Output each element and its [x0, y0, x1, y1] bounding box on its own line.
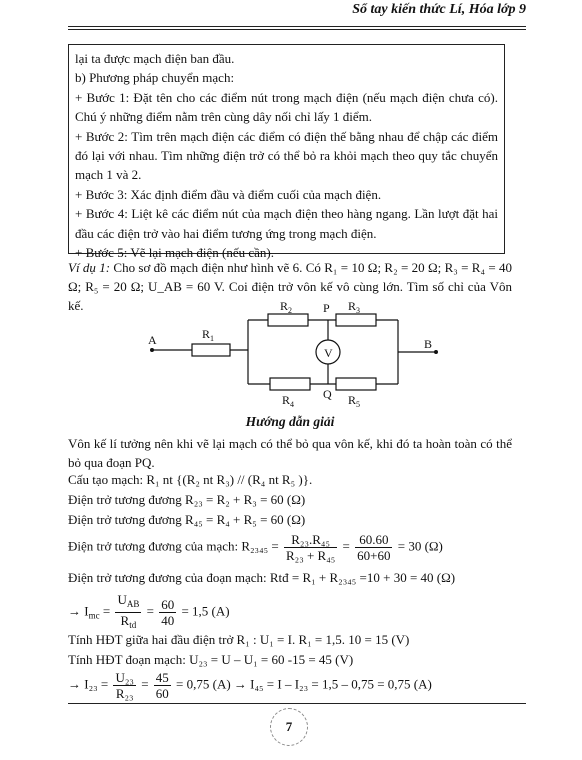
header-divider-2 — [68, 29, 526, 30]
node-b — [434, 350, 438, 354]
method-box — [68, 44, 505, 261]
box-line: b) Phương pháp chuyển mạch: — [75, 70, 235, 86]
label-a: A — [148, 333, 157, 347]
box-line: + Bước 2: Tìm trên mạch điện các điểm có điện thế bằng nhau để chập các điểm đó lại với nhau. Tìm những điện trở có thể bỏ ra khỏi mạch theo quy tắc chuyển mạch 1 và 2. — [75, 128, 498, 183]
label-r5: $R_5$ — [348, 393, 361, 408]
box-line: + Bước 1: Đặt tên cho các điểm nút trong mạch điện (nếu mạch điện chưa có). Chú ý những điểm nằm trên cùng dây nối chỉ lấy 1 điểm. — [75, 89, 498, 125]
r2345-result: = 30 (Ω) — [397, 538, 443, 554]
example-label: Ví dụ 1: — [68, 260, 111, 275]
box-line: + Bước 4: Liệt kê các điểm nút của mạch điện theo hàng ngang. Lần lượt đặt hai đầu các điện trở vào hai điểm tương ứng trong mạch điện. — [75, 206, 498, 241]
u1-line: Tính HĐT giữa hai đầu điện trở R₁ : U₁ = I. R₁ = 1,5. 10 = 15 (V) — [68, 632, 410, 647]
label-r2: $R_2$ — [280, 299, 293, 315]
label-b: B — [424, 337, 433, 351]
header-divider — [68, 26, 526, 27]
imc-fraction: $\frac{U_{AB}}{R_{td}}$ — [117, 592, 140, 630]
imc-result: = 1,5 (A) — [181, 603, 230, 619]
node-a — [150, 348, 154, 352]
imc-fraction-values: $\frac{60}{40}$ — [161, 597, 175, 628]
solution-title: Hướng dẫn giải — [245, 414, 335, 429]
label-p: P — [323, 301, 330, 315]
box-line: lại ta được mạch điện ban đầu. — [75, 51, 235, 66]
label-q: Q — [323, 387, 332, 401]
solution-intro: Vôn kế lí tưởng nên khi vẽ lại mạch có thể bỏ qua vôn kế, khi đó ta hoàn toàn có thể bỏ qua đoạn PQ. — [68, 436, 512, 470]
r23-line: Điện trở tương đương R₂₃ = R₂ + R₃ = 60 (Ω) — [68, 492, 306, 507]
r2345-lhs: R₂₃₄₅ = — [241, 538, 282, 554]
r2345-fraction: $\frac{\text{R₂₃.R₄₅}}{\text{R₂₃ + R₄₅}}$ — [285, 532, 336, 563]
example-body: Cho sơ đồ mạch điện như hình vẽ 6. Có R₁ = 10 Ω; R₂ = 20 Ω; R₃ = R₄ = 40 Ω; R₅ = 20 Ω; U_AB = 60 V. Coi điện trở vôn kế vô cùng lớn. Tìm số chỉ của Vôn kế. — [68, 260, 512, 313]
label-r4: $R_4$ — [282, 393, 295, 408]
box-line: + Bước 5: Vẽ lại mạch điện (nếu cần). — [75, 245, 274, 261]
circuit-structure: Cấu tạo mạch: R₁ nt {(R₂ nt R₃) // (R₄ nt R₅ )}. — [68, 472, 313, 487]
voltmeter-label: V — [324, 346, 333, 360]
circuit-diagram — [140, 298, 450, 408]
label-r3: $R_3$ — [348, 299, 361, 315]
i23-fraction: $\frac{\text{U₂₃}}{\text{R₂₃}}$ — [115, 670, 134, 701]
rtd-line: Điện trở tương đương của đoạn mạch: Rtđ = R₁ + R₂₃₄₅ =10 + 30 = 40 (Ω) — [68, 570, 456, 585]
label-r1: $R_1$ — [202, 327, 215, 343]
u23-line: Tính HĐT đoạn mạch: U₂₃ = U – U₁ = 60 -15 = 45 (V) — [68, 652, 354, 667]
r2345-fraction-values: $\frac{60.60}{60+60}$ — [357, 532, 391, 563]
r2345-label: Điện trở tương đương của mạch: — [68, 538, 242, 554]
imc-line: → $I_{mc}$ = $\frac{U_{AB}}{R_{td}}$ = $\frac{60}{40}$ = 1,5 (A) — [68, 592, 230, 633]
i23-fraction-values: $\frac{45}{60}$ — [155, 670, 169, 701]
r2345-line: Điện trở tương đương của mạch: R₂₃₄₅ = $\frac{\text{R₂₃.R₄₅}}{\text{R₂₃ + R₄₅}}$ = $\frac{60.60}{60+60}$ = 30 (Ω) — [68, 532, 443, 563]
box-line: + Bước 3: Xác định điểm đầu và điểm cuối của mạch điện. — [75, 186, 382, 202]
i23-line: → I₂₃ = $\frac{\text{U₂₃}}{\text{R₂₃}}$ = $\frac{45}{60}$ = 0,75 (A) → I₄₅ = I – I₂₃ = 1,5 – 0,75 = 0,75 (A) — [68, 670, 432, 701]
footer-divider — [68, 703, 526, 704]
header-title: Sổ tay kiến thức Lí, Hóa lớp 9 — [352, 2, 526, 17]
i23-result: = 0,75 (A) → I₄₅ = I – I₂₃ = 1,5 – 0,75 = 0,75 (A) — [176, 676, 432, 692]
r45-line: Điện trở tương đương R₄₅ = R₄ + R₅ = 60 (Ω) — [68, 512, 306, 527]
page-number: 7 — [270, 708, 308, 746]
